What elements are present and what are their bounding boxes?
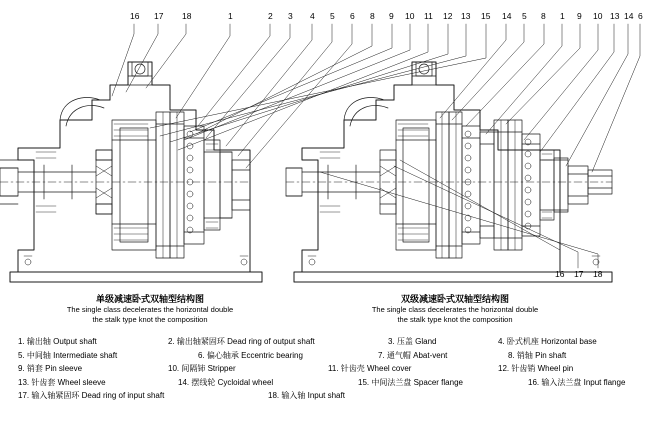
legend-num: 18. — [268, 391, 280, 400]
legend-item-3 — [388, 336, 498, 347]
legend-num: 6. — [198, 350, 205, 360]
legend-cn: 通气帽 — [386, 350, 411, 360]
callout-left-17: 17 — [154, 11, 164, 21]
legend-cn: 输出轴紧固环 — [176, 337, 225, 346]
legend-cn: 间隔铈 — [181, 364, 206, 373]
callout-right-10: 10 — [593, 11, 603, 21]
callout-left-5: 5 — [330, 11, 335, 21]
legend-cn: 输入法兰盘 — [541, 377, 582, 387]
legend-cn: 销轴 — [516, 350, 533, 360]
callout-left-12: 12 — [443, 11, 453, 21]
legend-en: Output shaft — [53, 337, 97, 346]
left-figure-caption — [40, 294, 260, 324]
legend-item-1 — [18, 336, 168, 347]
legend-num: 11. — [328, 364, 339, 373]
legend-num: 7. — [378, 350, 385, 360]
legend-item-17 — [18, 390, 268, 401]
legend-cn: 针齿销 — [511, 364, 536, 373]
legend-en: Intermediate shaft — [53, 350, 118, 360]
callout-left-1: 1 — [228, 11, 233, 21]
callout-right-5: 5 — [522, 11, 527, 21]
legend-en: Cycloidal wheel — [217, 377, 274, 387]
legend-en: Abat-vent — [413, 350, 448, 360]
legend-en: Wheel cover — [367, 364, 412, 373]
legend-num: 4. — [498, 337, 505, 346]
left-caption-cn: 单级减速卧式双轴型结构图 — [95, 294, 204, 304]
legend-en: Wheel sleeve — [57, 377, 106, 387]
callout-right-bottom-16: 16 — [555, 269, 565, 279]
legend-row-1 — [18, 336, 632, 347]
legend-en: Input flange — [583, 377, 626, 387]
legend-en: Eccentric bearing — [241, 350, 303, 360]
callout-left-9: 9 — [389, 11, 394, 21]
legend-cn: 中间法兰盘 — [371, 377, 412, 387]
legend-en: Horizontal base — [541, 337, 597, 346]
legend-row-5 — [18, 390, 632, 401]
legend-row-2 — [18, 350, 632, 361]
left-caption-en-1: The single class decelerates the horizontal double — [66, 305, 234, 314]
legend-cn: 偏心轴承 — [206, 350, 239, 360]
legend-num: 15. — [358, 377, 370, 387]
callout-right-1: 1 — [560, 11, 565, 21]
legend-cn: 输入轴紧固环 — [31, 391, 80, 400]
legend-item-13 — [18, 377, 178, 388]
legend-cn: 摆线轮 — [191, 377, 216, 387]
legend-en: Dead ring of output shaft — [227, 337, 315, 346]
callout-right-8: 8 — [541, 11, 546, 21]
right-assembly — [286, 62, 612, 282]
legend-num: 10. — [168, 364, 180, 373]
legend-cn: 销套 — [26, 364, 43, 373]
callout-left-4: 4 — [310, 11, 315, 21]
callout-left-6: 6 — [350, 11, 355, 21]
legend-item-16 — [528, 377, 625, 388]
legend-num: 17. — [18, 391, 30, 400]
legend-cn: 输出轴 — [26, 337, 51, 346]
callout-left-10: 10 — [405, 11, 415, 21]
legend-row-3 — [18, 363, 632, 374]
callout-left-18: 18 — [182, 11, 192, 21]
legend-item-14 — [178, 377, 358, 388]
callout-left-8: 8 — [370, 11, 375, 21]
legend-item-7 — [378, 350, 508, 361]
legend-item-4 — [498, 336, 597, 347]
callout-left-3: 3 — [288, 11, 293, 21]
legend-num: 9. — [18, 364, 25, 373]
callout-right-bottom-18: 18 — [593, 269, 603, 279]
legend-num: 5. — [18, 350, 25, 360]
right-caption-en-2: the stalk type knot the composition — [397, 314, 513, 324]
legend-item-2 — [168, 336, 388, 347]
legend-en: Pin shaft — [535, 350, 567, 360]
callout-left-11: 11 — [424, 11, 433, 21]
legend-cn: 针齿套 — [31, 377, 56, 387]
left-caption-en-2: the stalk type knot the composition — [92, 314, 208, 324]
legend-item-12 — [498, 363, 573, 374]
callout-left-15: 15 — [481, 11, 491, 21]
right-caption-en-1: The single class decelerates the horizontal double — [371, 305, 539, 314]
legend-item-15 — [358, 377, 528, 388]
legend-num: 2. — [168, 337, 175, 346]
legend-en: Pin sleeve — [45, 364, 83, 373]
callout-right-13: 13 — [610, 11, 620, 21]
callout-right-14b: 14 — [624, 11, 634, 21]
legend-en: Dead ring of input shaft — [81, 391, 165, 400]
callout-left-13: 13 — [461, 11, 471, 21]
legend-num: 13. — [18, 377, 30, 387]
parts-legend — [18, 336, 632, 404]
legend-item-9 — [18, 363, 168, 374]
left-leader-lines — [112, 24, 486, 168]
callout-right-6: 6 — [638, 11, 643, 21]
legend-item-11 — [328, 363, 498, 374]
legend-cn: 卧式机座 — [506, 337, 539, 346]
legend-en: Input shaft — [307, 391, 345, 400]
legend-item-8 — [508, 350, 566, 361]
legend-cn: 中间轴 — [26, 350, 51, 360]
legend-en: Wheel pin — [537, 364, 574, 373]
legend-cn: 针齿壳 — [340, 364, 365, 373]
legend-item-6 — [198, 350, 378, 361]
legend-item-18 — [268, 390, 345, 401]
legend-item-5 — [18, 350, 198, 361]
right-bottom-leader-lines — [320, 160, 598, 268]
legend-en: Spacer flange — [413, 377, 463, 387]
right-figure-caption — [340, 294, 570, 324]
legend-num: 16. — [528, 377, 540, 387]
callout-right-14: 14 — [502, 11, 512, 21]
legend-num: 12. — [498, 364, 510, 373]
legend-cn: 输入轴 — [281, 391, 306, 400]
callout-right-bottom-17: 17 — [574, 269, 584, 279]
callout-right-9: 9 — [577, 11, 582, 21]
legend-row-4 — [18, 377, 632, 388]
legend-en: Stripper — [207, 364, 236, 373]
callout-left-16: 16 — [130, 11, 140, 21]
legend-num: 14. — [178, 377, 190, 387]
legend-num: 8. — [508, 350, 515, 360]
legend-en: Gland — [415, 337, 437, 346]
callout-left-2: 2 — [268, 11, 273, 21]
legend-cn: 压盖 — [396, 337, 413, 346]
legend-num: 3. — [388, 337, 395, 346]
legend-num: 1. — [18, 337, 25, 346]
legend-item-10 — [168, 363, 328, 374]
right-caption-cn: 双级减速卧式双轴型结构图 — [400, 294, 509, 304]
